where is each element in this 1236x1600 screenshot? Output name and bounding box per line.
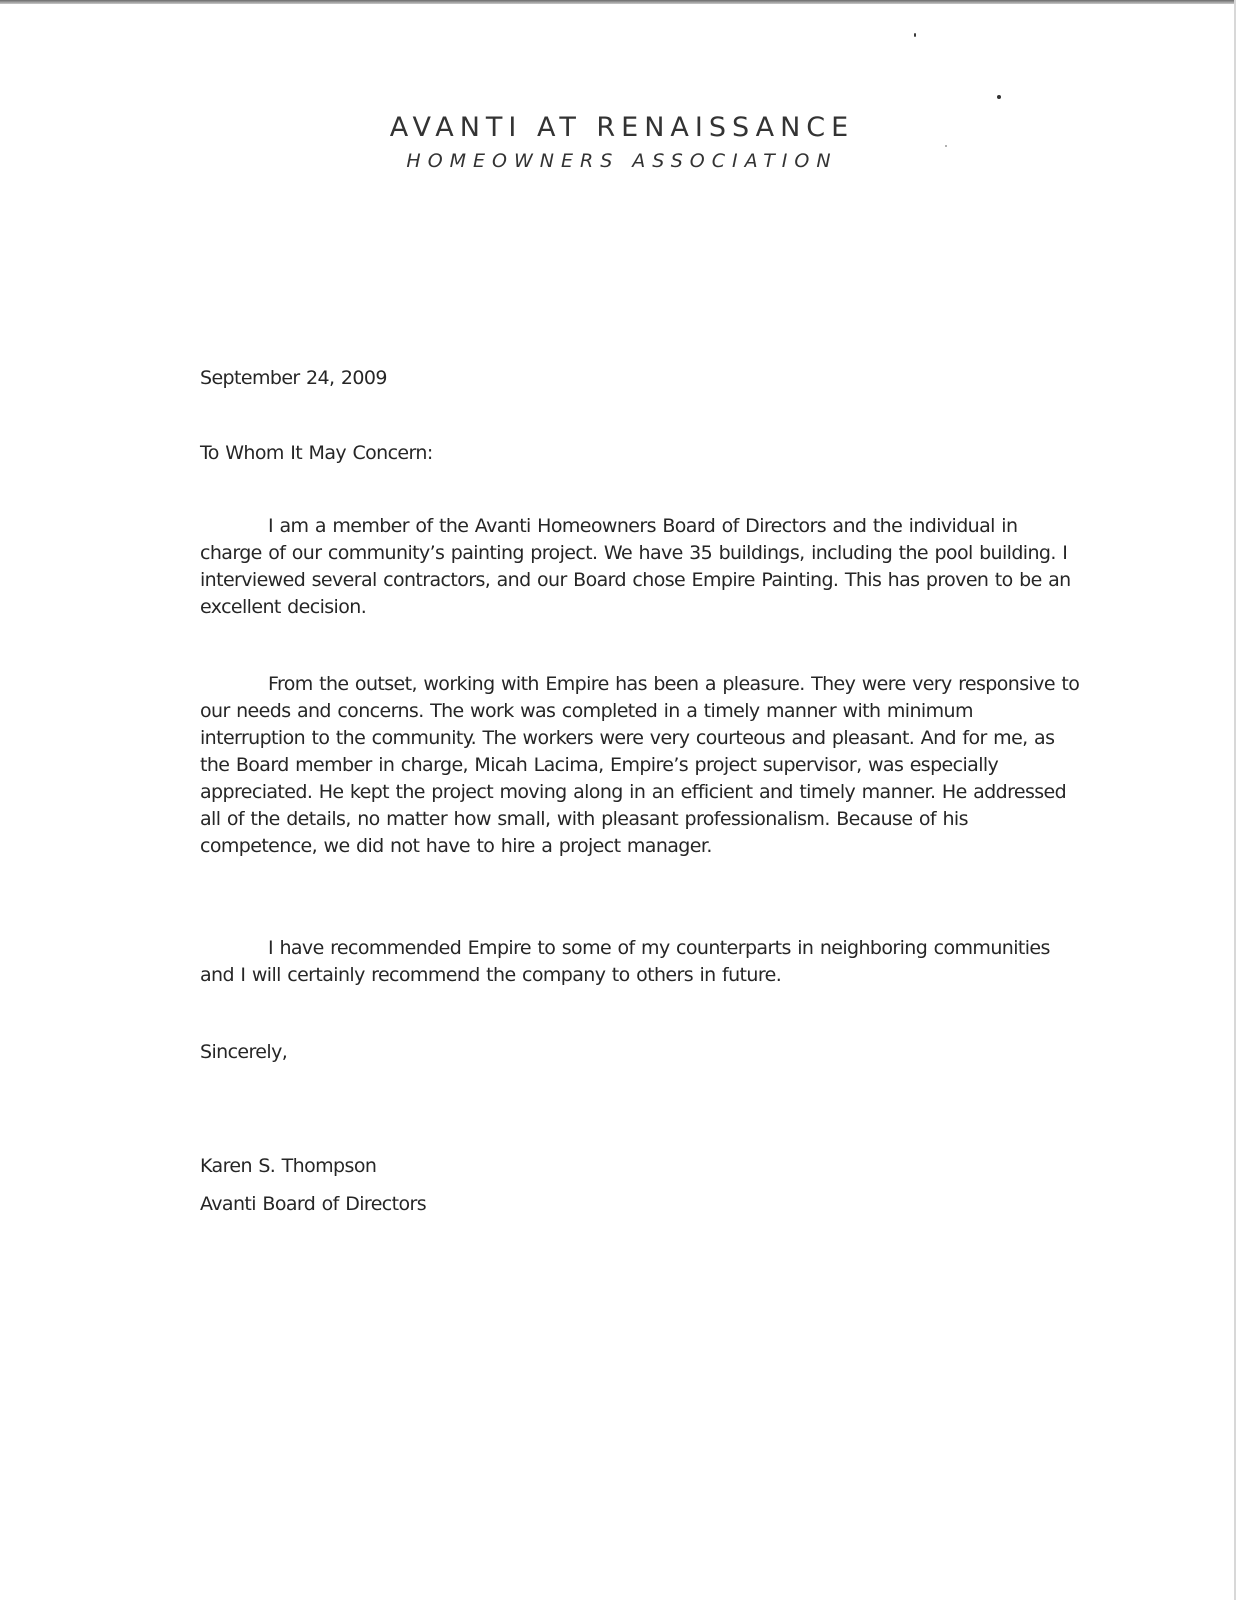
organization-subtitle: HOMEOWNERS ASSOCIATION	[406, 150, 838, 172]
scan-speck	[914, 33, 916, 37]
organization-name: AVANTI AT RENAISSANCE	[389, 112, 855, 143]
signatory-name: Karen S. Thompson	[200, 1155, 377, 1177]
closing: Sincerely,	[200, 1041, 288, 1063]
paragraph-1: I am a member of the Avanti Homeowners Board of Directors and the individual in charge of our community’s painting project. We have 35 buildings, including the pool building. I interviewed several contractors, and our Board chose Empire Painting. This has proven to be an excellent decision.	[200, 515, 1071, 618]
paragraph-2: From the outset, working with Empire has been a pleasure. They were very responsive to our needs and concerns. The work was completed in a timely manner with minimum interruption to the community. The workers were very courteous and pleasant. And for me, as the Board member in charge, Micah Lacima, Empire’s project supervisor, was especially appreciated. He kept the project moving along in an efficient and timely manner. He addressed all of the details, no matter how small, with pleasant professionalism. Because of his competence, we did not have to hire a project manager.	[200, 673, 1080, 857]
salutation: To Whom It May Concern:	[200, 442, 433, 464]
letter-date: September 24, 2009	[200, 367, 387, 389]
signatory-title: Avanti Board of Directors	[200, 1193, 427, 1215]
letterhead	[0, 110, 1236, 176]
scan-edge-top	[0, 0, 1236, 4]
scan-speck	[997, 95, 1001, 99]
paragraph-3: I have recommended Empire to some of my counterparts in neighboring communities and I will certainly recommend the company to others in future.	[200, 937, 1050, 986]
